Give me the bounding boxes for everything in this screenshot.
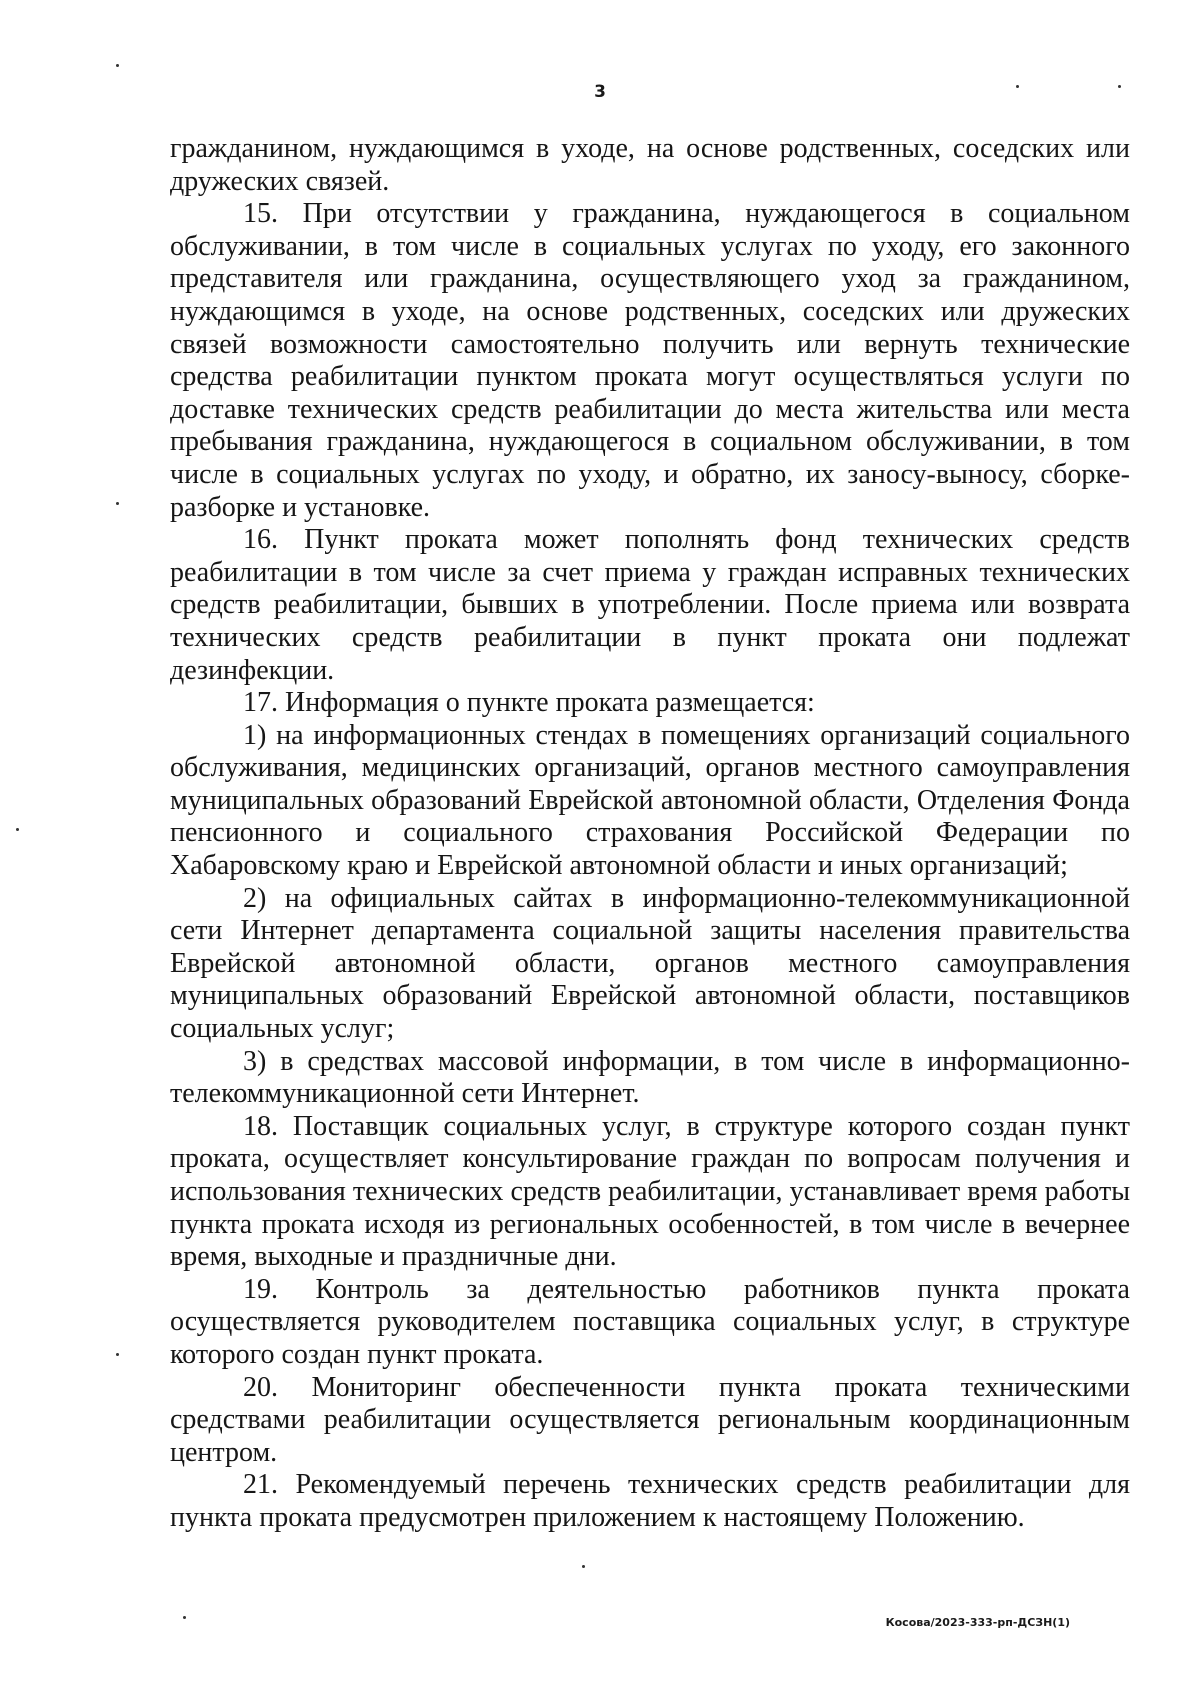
scan-speck <box>116 1353 119 1356</box>
scan-speck <box>116 64 119 67</box>
document-body <box>170 133 1130 1535</box>
paragraph-20: 20. Мониторинг обеспеченности пункта проката техническими средствами реабилитации осуществляется региональным координационным центром. <box>170 1371 1130 1468</box>
scan-speck <box>1118 85 1121 88</box>
scan-speck <box>16 828 19 831</box>
paragraph-14-continuation: гражданином, нуждающимся в уходе, на основе родственных, соседских или дружеских связей. <box>170 133 1130 197</box>
paragraph-15: 15. При отсутствии у гражданина, нуждающегося в социальном обслуживании, в том числе в социальных услугах по уходу, его законного представителя или гражданина, осуществляющего уход за гражданином, нуждающимся в уходе, на основе родственных, соседских или дружеских связей возможности самостоятельно получить или вернуть технические средства реабилитации пунктом проката могут осуществляться услуги по доставке технических средств реабилитации до места жительства или места пребывания гражданина, нуждающегося в социальном обслуживании, в том числе в социальных услугах по уходу, и обратно, их заносу-выносу, сборке-разборке и установке. <box>170 198 1130 523</box>
page-number: 3 <box>594 82 606 102</box>
paragraph-17: 17. Информация о пункте проката размещается: <box>243 687 815 719</box>
paragraph-16: 16. Пункт проката может пополнять фонд технических средств реабилитации в том числе за счет приема у граждан исправных технических средств реабилитации, бывших в употреблении. После приема или возврата технических средств реабилитации в пункт проката они подлежат дезинфекции. <box>170 524 1130 686</box>
scan-speck <box>116 502 119 505</box>
paragraph-19: 19. Контроль за деятельностью работников пункта проката осуществляется руководителем поставщика социальных услуг, в структуре которого создан пункт проката. <box>170 1273 1130 1370</box>
scan-speck <box>183 1616 186 1619</box>
paragraph-21: 21. Рекомендуемый перечень технических средств реабилитации для пункта проката предусмотрен приложением к настоящему Положению. <box>170 1469 1130 1533</box>
paragraph-17-item-3: 3) в средствах массовой информации, в том числе в информационно-телекоммуникационной сети Интернет. <box>170 1045 1130 1110</box>
document-registration-code: Косова/2023-333-рп-ДСЗН(1) <box>885 1616 1070 1629</box>
scan-speck <box>582 1565 585 1568</box>
paragraph-17-item-2: 2) на официальных сайтах в информационно-телекоммуникационной сети Интернет департамента социальной защиты населения правительства Еврейской автономной области, органов местного самоуправления муниципальных образований Еврейской автономной области, поставщиков социальных услуг; <box>170 882 1130 1045</box>
paragraph-18: 18. Поставщик социальных услуг, в структуре которого создан пункт проката, осуществляет консультирование граждан по вопросам получения и использования технических средств реабилитации, устанавливает время работы пункта проката исходя из региональных особенностей, в том числе в вечернее время, выходные и праздничные дни. <box>170 1110 1130 1273</box>
paragraph-17-item-1: 1) на информационных стендах в помещениях организаций социального обслуживания, медицинских организаций, органов местного самоуправления муниципальных образований Еврейской автономной области, Отделения Фонда пенсионного и социального страхования Российской Федерации по Хабаровскому краю и Еврейской автономной области и иных организаций; <box>170 719 1130 882</box>
scan-speck <box>1016 85 1019 88</box>
